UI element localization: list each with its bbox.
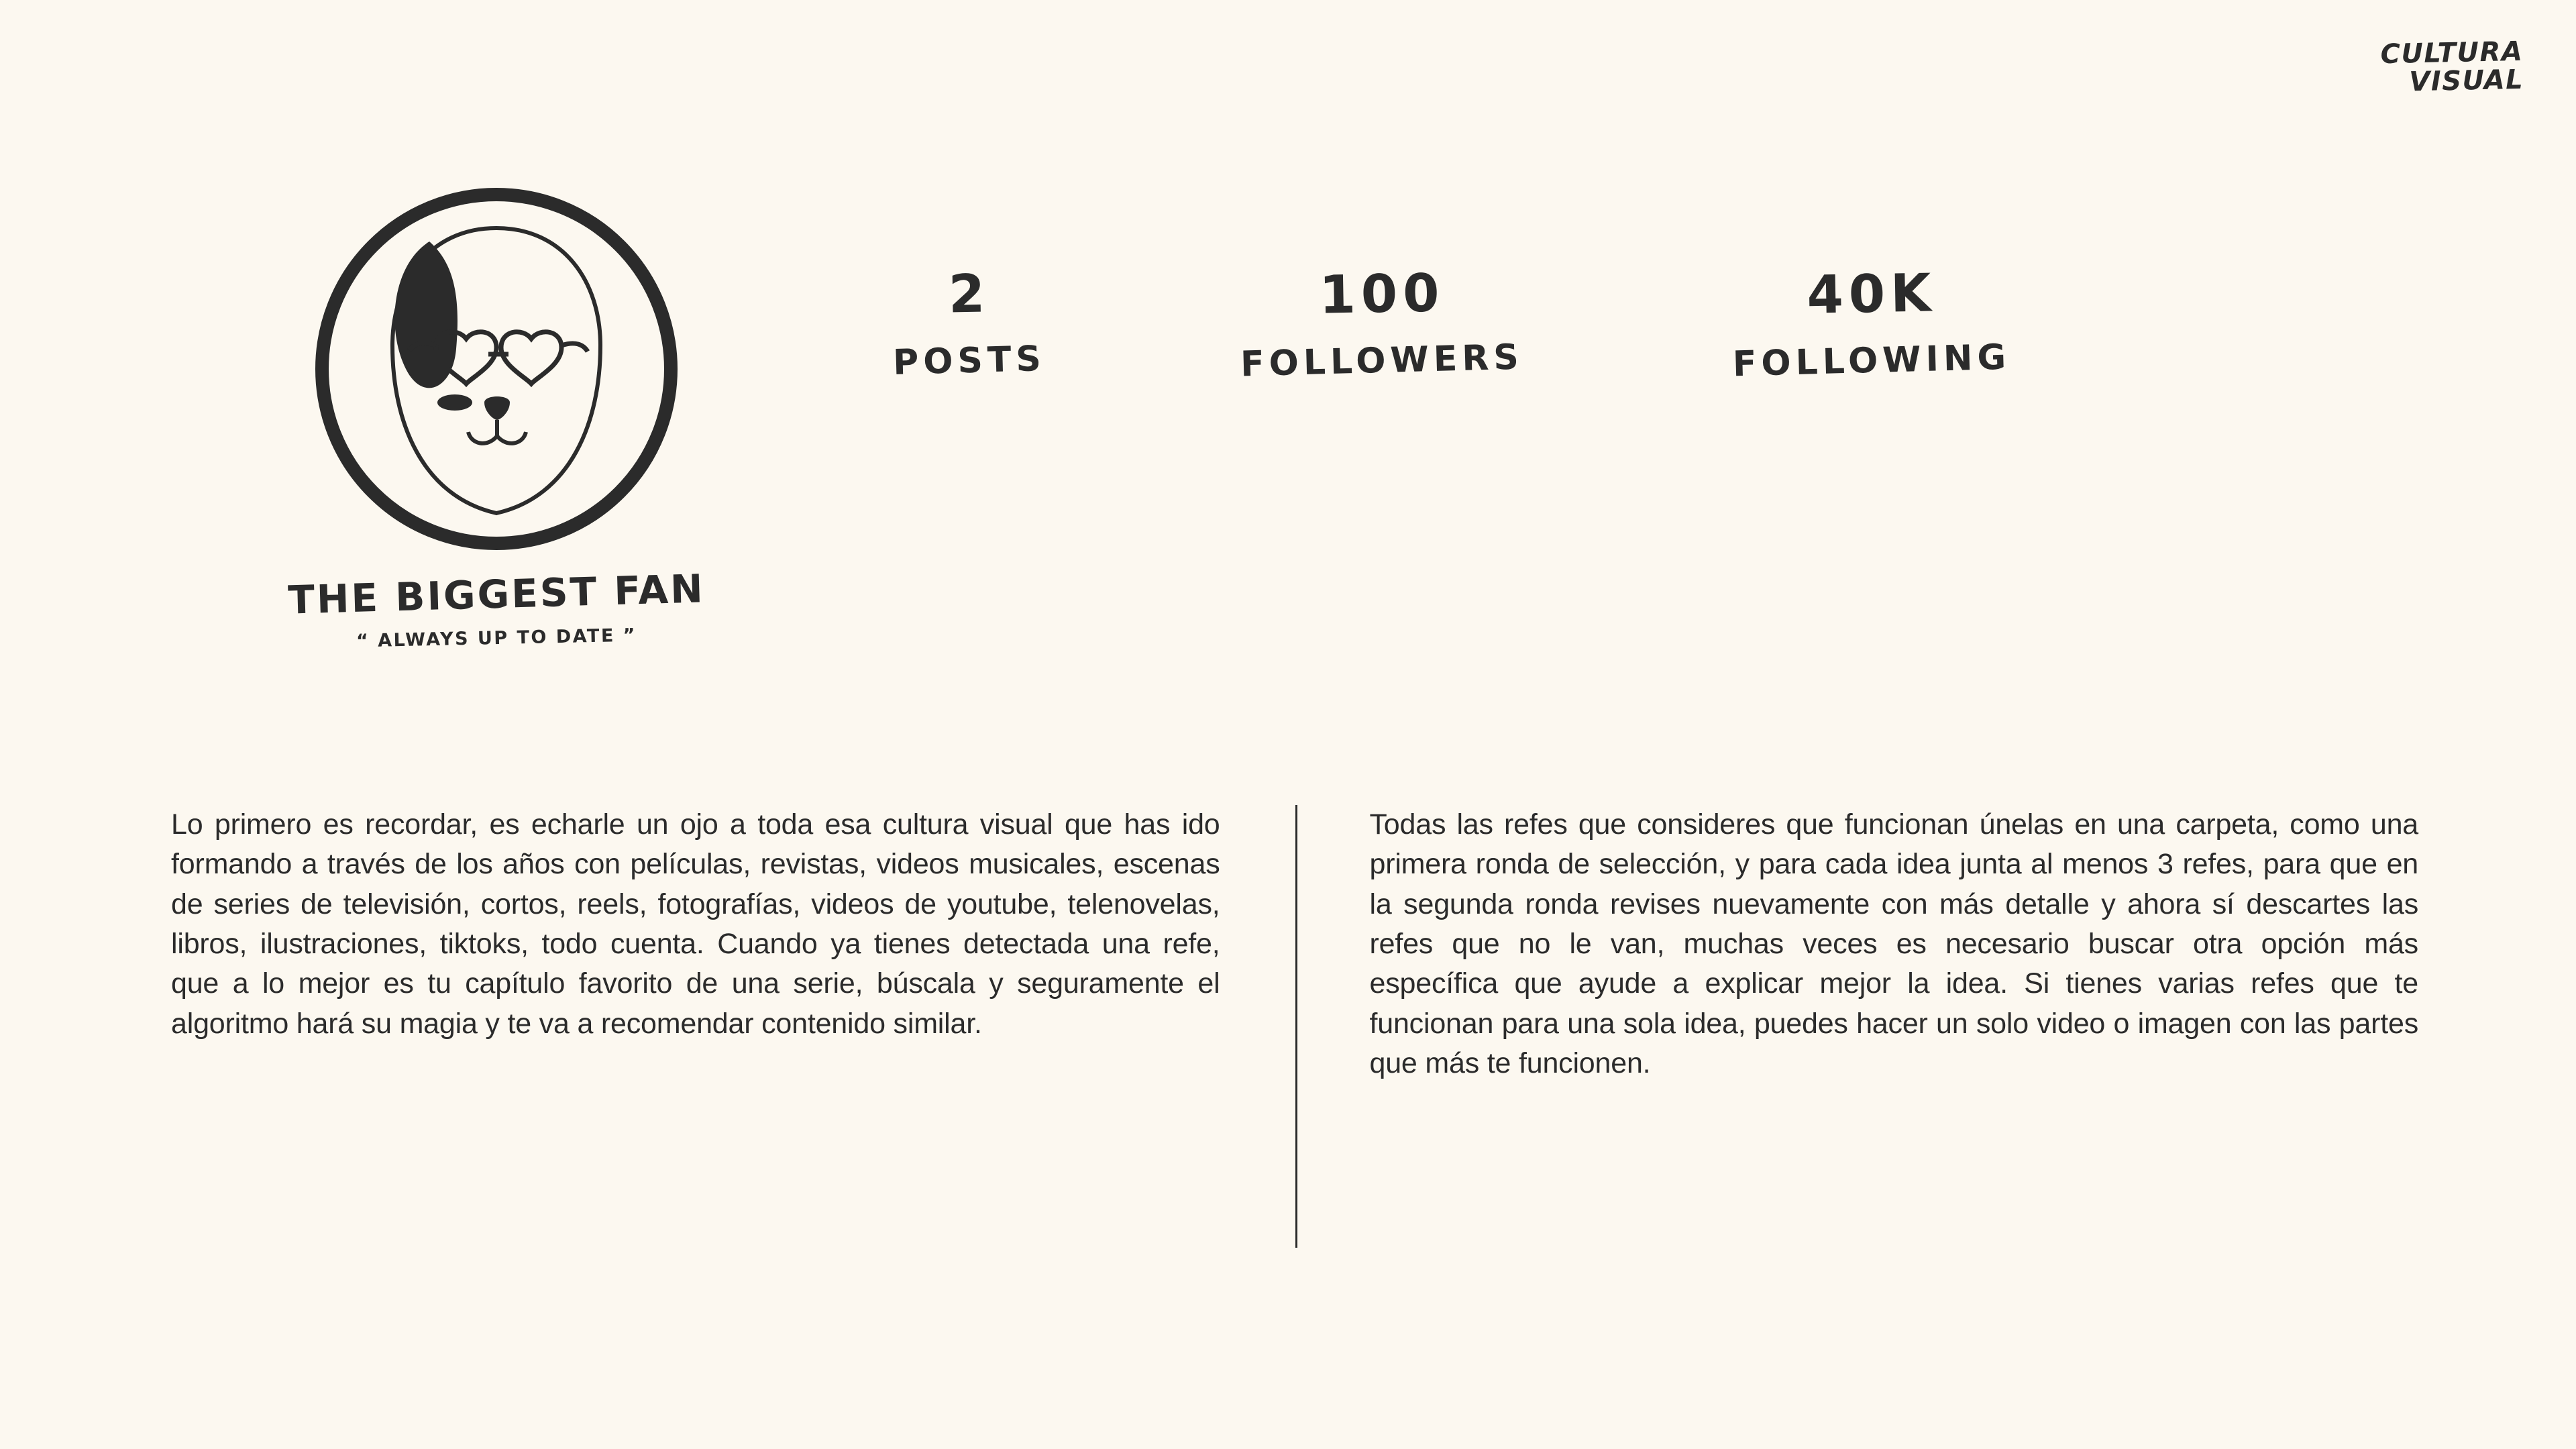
stat-posts-value: 2 (948, 264, 991, 325)
stat-following-value: 40K (1806, 263, 1937, 326)
brand-logo (2380, 38, 2524, 97)
stat-posts[interactable] (859, 264, 1080, 383)
text-column-left (171, 805, 1220, 1248)
brand-logo-line2: VISUAL (2409, 64, 2524, 98)
profile-handle: THE BIGGEST FAN (287, 566, 706, 623)
text-column-left-paragraph: Lo primero es recordar, es echarle un ojo a toda esa cultura visual que has ido formando a través de los años con películas, revistas, videos musicales, escenas de series de televisión, cortos, reels, fotografías, videos de youtube, telenovelas, libros, ilustraciones, tiktoks, todo cuenta. Cuando ya tienes detectada una refe, que a lo mejor es tu capítulo favorito de una serie, búscala y seguramente el algoritmo hará su magia y te va a recomendar contenido similar. (171, 808, 1220, 1040)
avatar (315, 188, 678, 550)
stat-followers[interactable] (1187, 263, 1576, 385)
stat-followers-label: FOLLOWERS (1240, 337, 1524, 385)
stat-followers-value: 100 (1318, 263, 1446, 326)
profile-tagline: “ ALWAYS UP TO DATE ” (356, 625, 637, 652)
profile-block (262, 188, 731, 652)
text-column-right-paragraph: Todas las refes que consideres que funcionan únelas en una carpeta, como una primera ronda de selección, y para cada idea junta al menos 3 refes, para que en la segunda ronda revises nuevamente con más detalle y ahora sí descartes las refes que no le van, muchas veces es necesario buscar otra opción más específica que ayude a explicar mejor la idea. Si tienes varias refes que te funcionan para una sola idea, puedes hacer un solo video o imagen con las partes que más te funcionen. (1369, 808, 2418, 1079)
dog-avatar-icon (329, 201, 664, 537)
text-column-right (1370, 805, 2419, 1248)
stat-following-label: FOLLOWING (1732, 337, 2011, 385)
stat-following[interactable] (1684, 263, 2059, 385)
text-columns (171, 805, 2418, 1248)
profile-stats (859, 263, 2059, 385)
brand-logo-line1: CULTURA (2380, 36, 2524, 70)
column-divider (1295, 805, 1297, 1248)
stat-posts-label: POSTS (892, 339, 1046, 383)
